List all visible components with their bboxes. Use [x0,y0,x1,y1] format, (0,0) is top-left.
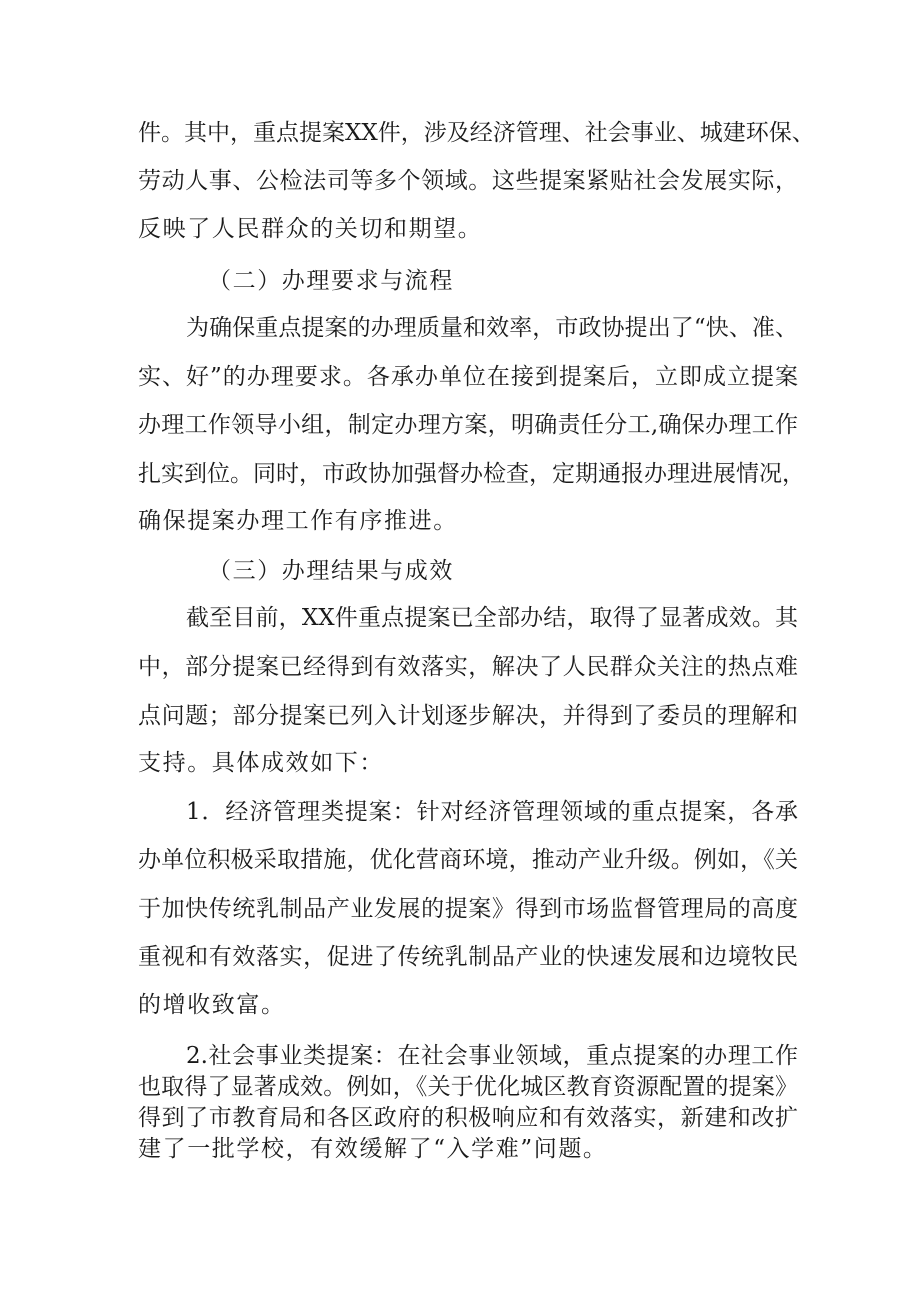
item-two-line-3: 得到了市教育局和各区政府的积极响应和有效落实，新建和改扩 [138,1105,798,1131]
section-two-line-1: 为确保重点提案的办理质量和效率，市政协提出了“快、准、 [186,315,798,341]
item-one-line-5: 的增收致富。 [138,992,286,1018]
section-two-line-3: 办理工作领导小组，制定办理方案，明确责任分工,确保办理工作 [138,412,798,438]
item-one-line-4: 重视和有效落实，促进了传统乳制品产业的快速发展和边境牧民 [138,944,798,970]
section-two-heading: （二）办理要求与流程 [208,268,454,294]
item-two-line-1: 2.社会事业类提案：在社会事业领域，重点提案的办理工作 [186,1043,798,1069]
item-two-line-2: 也取得了显著成效。例如，《关于优化城区教育资源配置的提案》 [138,1074,798,1100]
section-two-line-5: 确保提案办理工作有序推进。 [138,508,458,534]
item-one-line-1: 1．经济管理类提案：针对经济管理领域的重点提案，各承 [186,799,798,825]
section-three-line-4: 支持。具体成效如下： [138,750,384,776]
section-two-line-2: 实、好”的办理要求。各承办单位在接到提案后，立即成立提案 [138,364,798,390]
section-three-line-1: 截至目前，XX件重点提案已全部办结，取得了显著成效。其 [186,605,798,631]
intro-line-2: 劳动人事、公检法司等多个领域。这些提案紧贴社会发展实际， [138,168,798,194]
section-three-line-3: 点问题；部分提案已列入计划逐步解决，并得到了委员的理解和 [138,703,798,729]
item-two-line-4: 建了一批学校，有效缓解了“入学难”问题。 [138,1136,608,1162]
section-two-line-4: 扎实到位。同时，市政协加强督办检查，定期通报办理进展情况， [138,461,805,487]
item-one-line-2: 办单位积极采取措施，优化营商环境，推动产业升级。例如，《关 [138,847,798,873]
item-one-line-3: 于加快传统乳制品产业发展的提案》得到市场监督管理局的高度 [138,896,798,922]
intro-line-1: 件。其中，重点提案XX件，涉及经济管理、社会事业、城建环保、 [138,120,815,146]
section-three-heading: （三）办理结果与成效 [208,558,454,584]
section-three-line-2: 中，部分提案已经得到有效落实，解决了人民群众关注的热点难 [138,654,798,680]
intro-line-3: 反映了人民群众的关切和期望。 [138,216,483,242]
